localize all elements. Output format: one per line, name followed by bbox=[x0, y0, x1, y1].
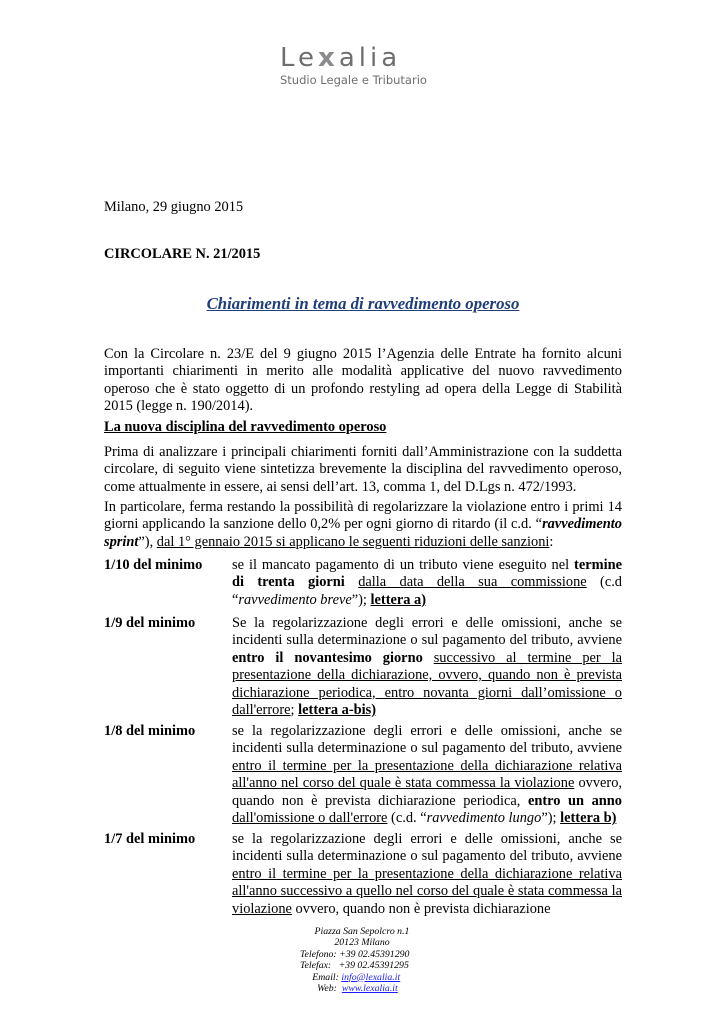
row1-t2: termine di trenta giorni bbox=[232, 557, 622, 591]
footer-address-city: 20123 Milano bbox=[334, 937, 390, 949]
row1-t5: (c.d “ bbox=[232, 574, 623, 608]
row3-t9: ”); bbox=[541, 810, 561, 827]
logo-subtitle: Studio Legale e Tributario bbox=[280, 73, 427, 87]
company-logo bbox=[280, 44, 430, 87]
document-date: Milano, 29 giugno 2015 bbox=[104, 199, 244, 215]
reduction-label: 1/10 del minimo bbox=[104, 557, 203, 573]
document-title: Chiarimenti in tema di ravvedimento operoso bbox=[206, 294, 520, 313]
footer-phone-label: Telefono: bbox=[300, 948, 337, 960]
row3-t7: (c.d. “ bbox=[387, 810, 427, 827]
reduction-text bbox=[232, 615, 622, 719]
section-heading: La nuova disciplina del ravvedimento operoso bbox=[104, 419, 387, 435]
row1-t6: ravvedimento breve bbox=[238, 591, 352, 608]
reduction-label: 1/8 del minimo bbox=[104, 723, 196, 739]
logo-word-b: alia bbox=[338, 43, 402, 73]
row2-t1: Se la regolarizzazione degli errori e delle omissioni, anche se incidenti sulla determinazione o sul pagamento del tributo, avviene bbox=[232, 615, 622, 649]
footer-address-street: Piazza San Sepolcro n.1 bbox=[314, 926, 410, 937]
particolare-riduzioni: dal 1° gennaio 2015 si applicano le seguenti riduzioni delle sanzioni bbox=[156, 533, 550, 550]
footer-web-label: Web: bbox=[317, 983, 337, 995]
row2-t3 bbox=[423, 650, 434, 666]
row2-t6: lettera a-bis) bbox=[298, 702, 377, 719]
particolare-text-3: ”), bbox=[138, 533, 157, 550]
reduction-label: 1/9 del minimo bbox=[104, 615, 196, 631]
particolare-text-1: In particolare, ferma restando la possibilità di regolarizzare la violazione entro i primi 14 giorni applicando la sanzione dello 0,2% per ogni giorno di ritardo (il c.d. “ bbox=[104, 499, 622, 533]
logo-wordmark bbox=[280, 44, 430, 72]
row1-t4: dalla data della sua commissione bbox=[358, 574, 587, 591]
footer-phone-value: +39 02.45391290 bbox=[339, 948, 410, 960]
row1-t3 bbox=[345, 574, 358, 590]
email-link[interactable]: info@lexalia.it bbox=[341, 971, 401, 983]
prima-paragraph: Prima di analizzare i principali chiarimenti forniti dall’Amministrazione con la suddetta circolare, di seguito viene sintetizza brevemente la disciplina del ravvedimento operoso, come attualmente in essere, ai sensi dell’art. 13, comma 1, del D.Lgs n. 472/1993. bbox=[104, 444, 622, 495]
footer-fax bbox=[300, 960, 424, 971]
footer-phone bbox=[300, 949, 424, 960]
row4-t1: se la regolarizzazione degli errori e delle omissioni, anche se incidenti sulla determinazione o sul pagamento del tributo, avviene bbox=[232, 831, 622, 865]
row3-t2: entro il termine per la presentazione della dichiarazione relativa all'anno nel corso del quale è stata commessa la violazione bbox=[232, 757, 622, 792]
footer-email bbox=[300, 972, 424, 983]
reduction-text bbox=[232, 831, 622, 918]
circolare-number: CIRCOLARE N. 21/2015 bbox=[104, 246, 261, 262]
row3-t8: ravvedimento lungo bbox=[426, 810, 542, 827]
row1-t8: lettera a) bbox=[370, 591, 427, 608]
row3-t10: lettera b) bbox=[560, 810, 617, 827]
particolare-colon: : bbox=[549, 533, 554, 550]
reduction-label: 1/7 del minimo bbox=[104, 831, 196, 847]
row2-t2: entro il novantesimo giorno bbox=[232, 649, 423, 666]
footer-email-label: Email: bbox=[312, 971, 339, 983]
row2-t5: ; bbox=[290, 702, 299, 719]
row2-t4: successivo al termine per la presentazione della dichiarazione, ovvero, quando non è prevista dichiarazione periodica, entro novanta giorni dall’omissione o dall'errore bbox=[232, 649, 622, 719]
reduction-text bbox=[232, 557, 622, 609]
intro-paragraph: Con la Circolare n. 23/E del 9 giugno 2015 l’Agenzia delle Entrate ha fornito alcuni importanti chiarimenti in merito alle modalità applicative del nuovo ravvedimento operoso che è stato oggetto di un profondo restyling ad opera della Legge di Stabilità 2015 (legge n. 190/2014). bbox=[104, 346, 622, 415]
row3-t6: dall'omissione o dall'errore bbox=[232, 810, 388, 827]
page-footer bbox=[300, 926, 424, 994]
website-link[interactable]: www.lexalia.it bbox=[341, 983, 398, 995]
row1-t1: se il mancato pagamento di un tributo viene eseguito nel bbox=[232, 557, 575, 573]
reduction-text bbox=[232, 723, 622, 827]
particolare-paragraph bbox=[104, 499, 622, 551]
footer-fax-value: +39 02.45391295 bbox=[338, 960, 409, 972]
row3-t3: ovvero, quando non è prevista dichiarazione periodica, bbox=[232, 775, 622, 809]
footer-fax-label: Telefax: bbox=[300, 960, 332, 972]
row3-t4: entro un anno bbox=[527, 792, 622, 809]
row3-t1: se la regolarizzazione degli errori e delle omissioni, anche se incidenti sulla determinazione o sul pagamento del tributo, avviene bbox=[232, 723, 622, 757]
row1-t7: ”); bbox=[351, 591, 371, 608]
logo-word-x: x bbox=[318, 43, 339, 73]
row4-t3: ovvero, quando non è prevista dichiarazione bbox=[291, 900, 551, 917]
footer-web bbox=[300, 983, 424, 994]
row4-t2: entro il termine per la presentazione della dichiarazione relativa all'anno successivo a quello nel corso del quale è stata commessa la violazione bbox=[232, 865, 622, 917]
particolare-sprint: ravvedimento sprint bbox=[104, 516, 622, 550]
logo-word-a: Le bbox=[280, 43, 319, 73]
